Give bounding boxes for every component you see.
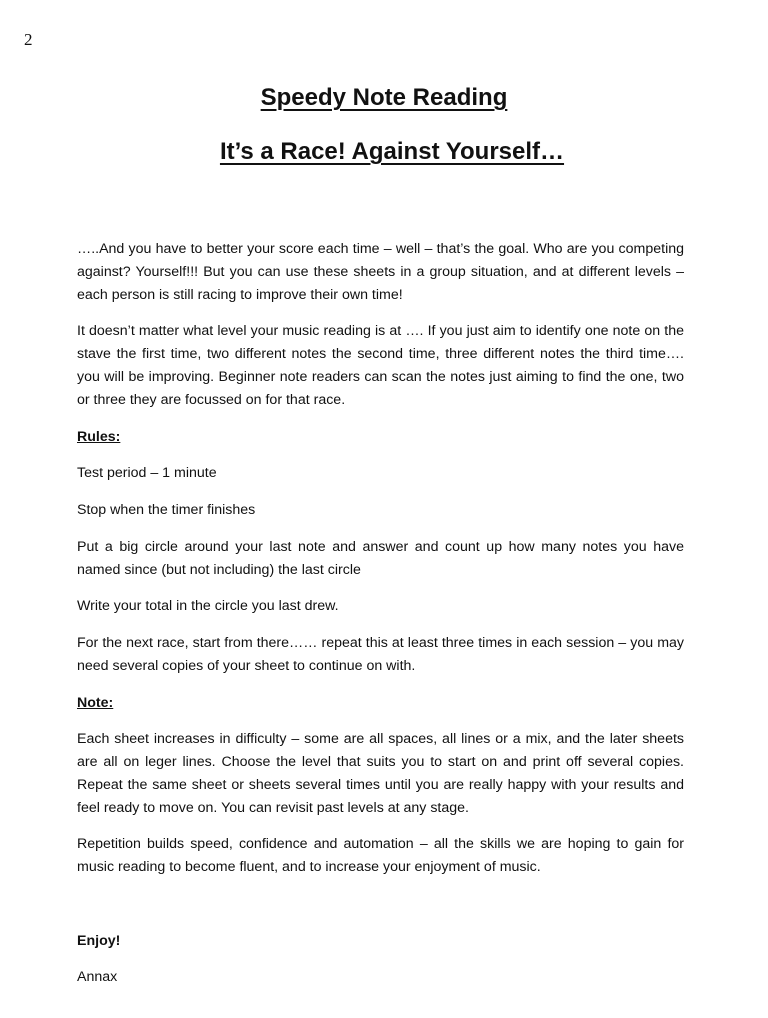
page-subtitle: It’s a Race! Against Yourself… [219,138,565,165]
page-title: Speedy Note Reading [260,84,508,111]
rule-item: For the next race, start from there…… repeat this at least three times in each session – you may need several copies of your sheet to continue on with. [77,635,684,674]
note-paragraph: Repetition builds speed, confidence and automation – all the skills we are hoping to gain for music reading to become fluent, and to increase your enjoyment of music. [77,836,684,875]
rule-item: Put a big circle around your last note and answer and count up how many notes you have named since (but not including) the last circle [77,539,684,578]
note-paragraph: Each sheet increases in difficulty – some are all spaces, all lines or a mix, and the later sheets are all on leger lines. Choose the level that suits you to start on and print off several copies. Repeat the same sheet or sheets several times until you are really happy with your results and feel ready to move on. You can revisit past levels at any stage. [77,731,684,816]
intro-paragraph: …..And you have to better your score each time – well – that’s the goal. Who are you competing against? Yourself!!! But you can use these sheets in a group situation, and at different levels – each person is still racing to improve their own time! [77,241,684,303]
page-number: 2 [24,30,33,49]
rule-item: Test period – 1 minute [77,465,217,481]
rule-item: Stop when the timer finishes [77,502,256,518]
signature: Annax [77,969,118,985]
rule-item: Write your total in the circle you last drew. [77,598,339,614]
level-paragraph: It doesn’t matter what level your music reading is at …. If you just aim to identify one note on the stave the first time, two different notes the second time, three different notes the third time…. you will be improving. Beginner note readers can scan the notes just aiming to find the one, two or three they are focussed on for that race. [77,323,684,408]
note-heading: Note: [77,695,114,711]
closing-text: Enjoy! [77,933,121,949]
rules-heading: Rules: [77,429,121,445]
